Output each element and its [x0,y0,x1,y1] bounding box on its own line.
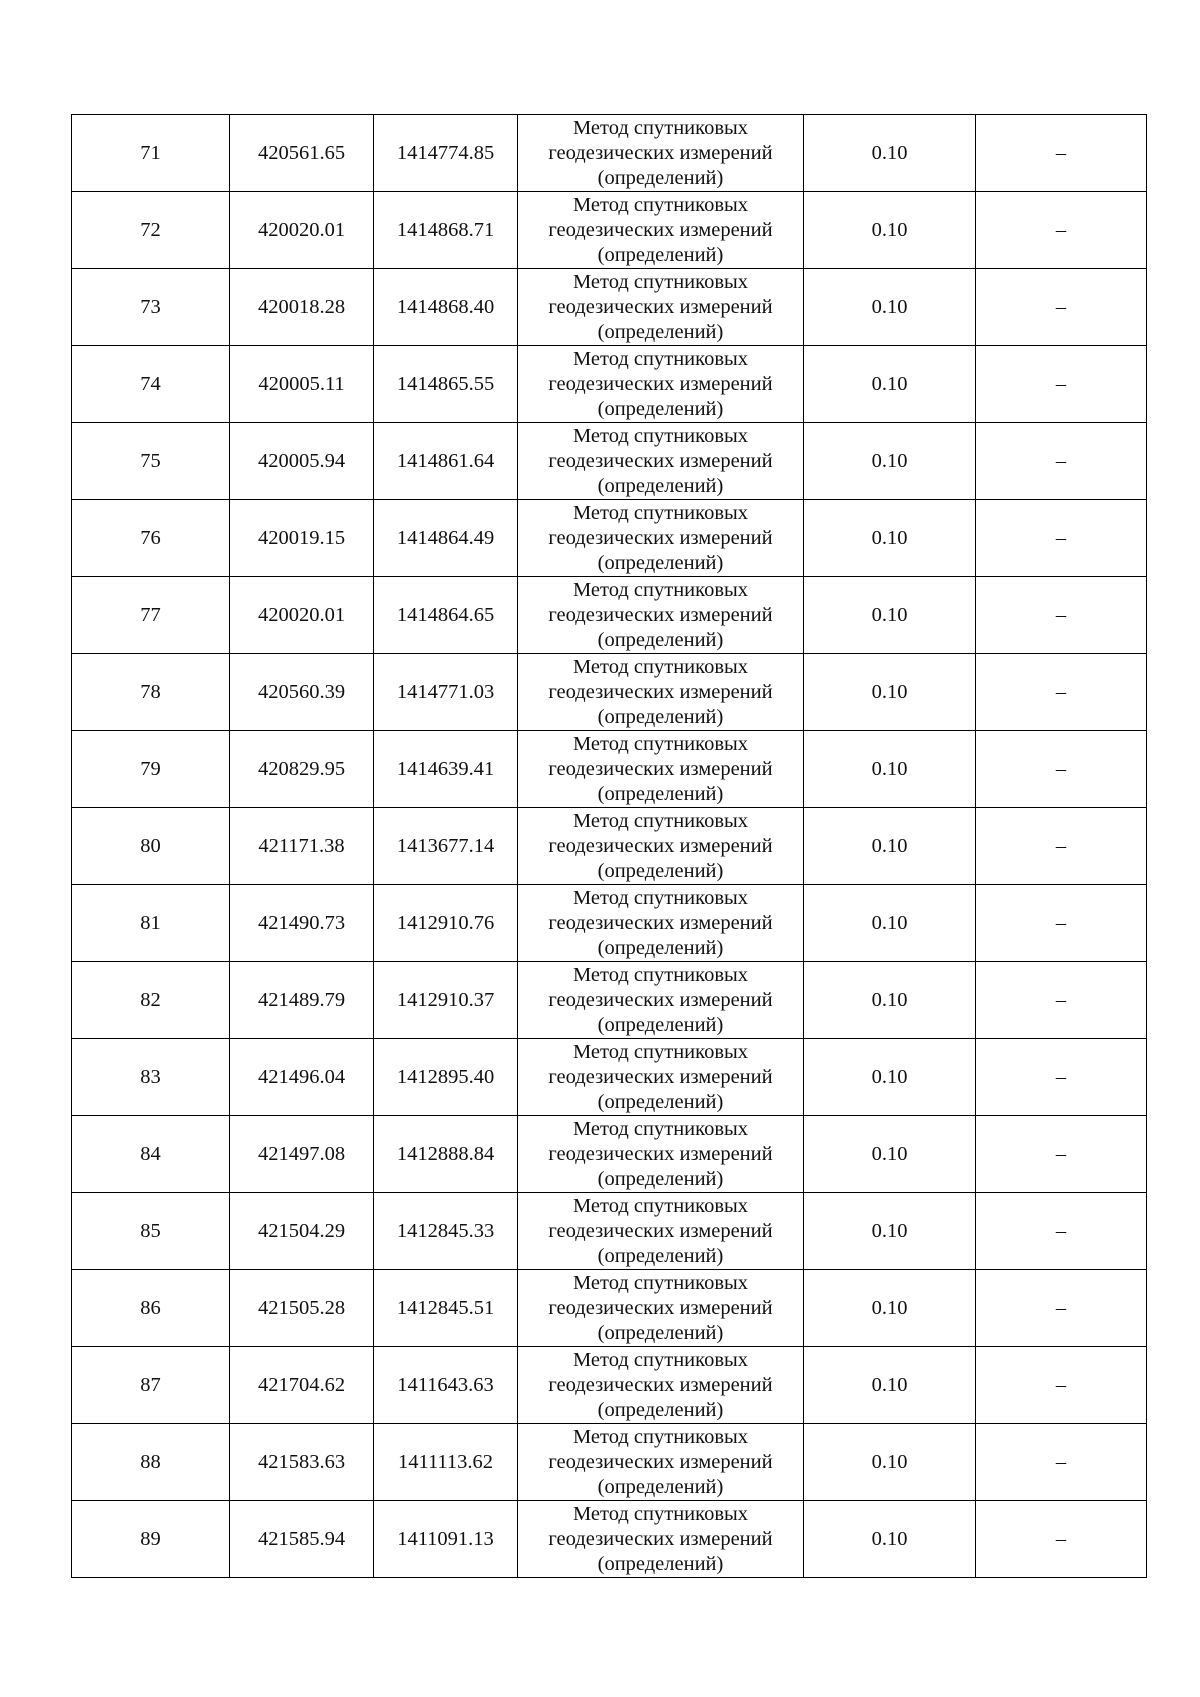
method-cell [518,1347,804,1424]
method-text-line: геодезических измерений [548,526,773,549]
method-text-line: геодезических измерений [548,1373,773,1396]
x-coordinate-cell: 420829.95 [230,731,374,808]
method-text-line: геодезических измерений [548,680,773,703]
method-text-line: (определений) [597,1244,724,1267]
table-row [72,1347,1147,1424]
x-coordinate-cell: 421171.38 [230,808,374,885]
note-cell: – [976,1347,1147,1424]
note-cell: – [976,731,1147,808]
method-cell [518,500,804,577]
y-coordinate-cell: 1412895.40 [374,1039,518,1116]
method-text-line: (определений) [597,1475,724,1498]
x-coordinate-cell: 421504.29 [230,1193,374,1270]
method-text-line: (определений) [597,1167,724,1190]
table-row [72,269,1147,346]
accuracy-cell: 0.10 [804,115,976,192]
method-text-line: геодезических измерений [548,988,773,1011]
point-number-cell: 88 [72,1424,230,1501]
table-row [72,500,1147,577]
table-row [72,1039,1147,1116]
y-coordinate-cell: 1414774.85 [374,115,518,192]
method-text-line: Метод спутниковых [572,963,749,986]
y-coordinate-cell: 1412910.76 [374,885,518,962]
x-coordinate-cell: 420561.65 [230,115,374,192]
accuracy-cell: 0.10 [804,346,976,423]
method-text-line: Метод спутниковых [572,1425,749,1448]
method-text-line: (определений) [597,628,724,651]
table-row [72,808,1147,885]
point-number-cell: 83 [72,1039,230,1116]
method-cell [518,1193,804,1270]
table-row [72,1193,1147,1270]
coordinates-table [71,114,1147,1578]
method-text-line: Метод спутниковых [572,1348,749,1371]
method-text-line: геодезических измерений [548,218,773,241]
point-number-cell: 82 [72,962,230,1039]
x-coordinate-cell: 421583.63 [230,1424,374,1501]
method-text-line: геодезических измерений [548,603,773,626]
method-cell [518,1116,804,1193]
table-row [72,1424,1147,1501]
note-cell: – [976,962,1147,1039]
x-coordinate-cell: 421704.62 [230,1347,374,1424]
accuracy-cell: 0.10 [804,1193,976,1270]
method-text-line: (определений) [597,166,724,189]
method-text-line: (определений) [597,243,724,266]
point-number-cell: 73 [72,269,230,346]
method-text-line: геодезических измерений [548,295,773,318]
method-cell [518,192,804,269]
note-cell: – [976,269,1147,346]
accuracy-cell: 0.10 [804,192,976,269]
y-coordinate-cell: 1414868.71 [374,192,518,269]
method-cell [518,731,804,808]
y-coordinate-cell: 1411091.13 [374,1501,518,1578]
point-number-cell: 78 [72,654,230,731]
method-text-line: (определений) [597,859,724,882]
point-number-cell: 79 [72,731,230,808]
y-coordinate-cell: 1411643.63 [374,1347,518,1424]
method-text-line: Метод спутниковых [572,501,749,524]
method-text-line: (определений) [597,474,724,497]
point-number-cell: 81 [72,885,230,962]
method-cell [518,577,804,654]
point-number-cell: 77 [72,577,230,654]
method-text-line: геодезических измерений [548,449,773,472]
point-number-cell: 80 [72,808,230,885]
table-row [72,577,1147,654]
note-cell: – [976,192,1147,269]
y-coordinate-cell: 1413677.14 [374,808,518,885]
method-text-line: геодезических измерений [548,834,773,857]
accuracy-cell: 0.10 [804,423,976,500]
y-coordinate-cell: 1414861.64 [374,423,518,500]
method-text-line: Метод спутниковых [572,1040,749,1063]
method-text-line: Метод спутниковых [572,809,749,832]
point-number-cell: 75 [72,423,230,500]
method-cell [518,654,804,731]
note-cell: – [976,1270,1147,1347]
accuracy-cell: 0.10 [804,577,976,654]
method-cell [518,269,804,346]
accuracy-cell: 0.10 [804,1270,976,1347]
x-coordinate-cell: 421505.28 [230,1270,374,1347]
method-text-line: Метод спутниковых [572,270,749,293]
method-text-line: Метод спутниковых [572,732,749,755]
method-text-line: Метод спутниковых [572,578,749,601]
point-number-cell: 89 [72,1501,230,1578]
x-coordinate-cell: 421585.94 [230,1501,374,1578]
method-text-line: (определений) [597,936,724,959]
note-cell: – [976,1424,1147,1501]
method-text-line: (определений) [597,1090,724,1113]
method-cell [518,423,804,500]
y-coordinate-cell: 1412910.37 [374,962,518,1039]
method-text-line: Метод спутниковых [572,1117,749,1140]
method-text-line: геодезических измерений [548,141,773,164]
accuracy-cell: 0.10 [804,1424,976,1501]
table-row [72,1501,1147,1578]
table-row [72,731,1147,808]
note-cell: – [976,346,1147,423]
method-text-line: (определений) [597,551,724,574]
accuracy-cell: 0.10 [804,269,976,346]
y-coordinate-cell: 1414865.55 [374,346,518,423]
accuracy-cell: 0.10 [804,654,976,731]
method-cell [518,962,804,1039]
note-cell: – [976,115,1147,192]
method-text-line: геодезических измерений [548,1296,773,1319]
method-cell [518,808,804,885]
method-text-line: (определений) [597,705,724,728]
method-text-line: геодезических измерений [548,372,773,395]
y-coordinate-cell: 1412845.33 [374,1193,518,1270]
x-coordinate-cell: 420018.28 [230,269,374,346]
accuracy-cell: 0.10 [804,731,976,808]
x-coordinate-cell: 420005.94 [230,423,374,500]
y-coordinate-cell: 1414864.65 [374,577,518,654]
method-text-line: (определений) [597,397,724,420]
note-cell: – [976,500,1147,577]
method-text-line: (определений) [597,320,724,343]
method-text-line: геодезических измерений [548,1142,773,1165]
method-cell [518,1270,804,1347]
coordinates-table-page [71,114,1146,1578]
point-number-cell: 76 [72,500,230,577]
method-text-line: геодезических измерений [548,1219,773,1242]
method-text-line: Метод спутниковых [572,1194,749,1217]
method-text-line: (определений) [597,782,724,805]
method-text-line: геодезических измерений [548,1065,773,1088]
y-coordinate-cell: 1411113.62 [374,1424,518,1501]
method-text-line: геодезических измерений [548,911,773,934]
point-number-cell: 71 [72,115,230,192]
x-coordinate-cell: 421496.04 [230,1039,374,1116]
y-coordinate-cell: 1414639.41 [374,731,518,808]
note-cell: – [976,654,1147,731]
x-coordinate-cell: 420020.01 [230,192,374,269]
point-number-cell: 85 [72,1193,230,1270]
x-coordinate-cell: 420005.11 [230,346,374,423]
method-text-line: Метод спутниковых [572,1271,749,1294]
method-text-line: геодезических измерений [548,1527,773,1550]
accuracy-cell: 0.10 [804,962,976,1039]
method-text-line: (определений) [597,1552,724,1575]
x-coordinate-cell: 421490.73 [230,885,374,962]
method-text-line: (определений) [597,1398,724,1421]
method-text-line: (определений) [597,1321,724,1344]
method-cell [518,1039,804,1116]
y-coordinate-cell: 1414864.49 [374,500,518,577]
method-text-line: геодезических измерений [548,757,773,780]
table-row [72,423,1147,500]
method-cell [518,1501,804,1578]
method-text-line: Метод спутниковых [572,116,749,139]
method-cell [518,885,804,962]
point-number-cell: 72 [72,192,230,269]
accuracy-cell: 0.10 [804,885,976,962]
accuracy-cell: 0.10 [804,808,976,885]
method-cell [518,346,804,423]
accuracy-cell: 0.10 [804,1347,976,1424]
method-text-line: геодезических измерений [548,1450,773,1473]
point-number-cell: 86 [72,1270,230,1347]
y-coordinate-cell: 1412845.51 [374,1270,518,1347]
point-number-cell: 84 [72,1116,230,1193]
table-row [72,885,1147,962]
note-cell: – [976,577,1147,654]
accuracy-cell: 0.10 [804,1116,976,1193]
table-row [72,1270,1147,1347]
method-text-line: Метод спутниковых [572,347,749,370]
table-row [72,192,1147,269]
note-cell: – [976,808,1147,885]
method-text-line: (определений) [597,1013,724,1036]
table-row [72,115,1147,192]
accuracy-cell: 0.10 [804,1039,976,1116]
method-cell [518,115,804,192]
note-cell: – [976,1193,1147,1270]
method-cell [518,1424,804,1501]
table-row [72,654,1147,731]
point-number-cell: 87 [72,1347,230,1424]
x-coordinate-cell: 421497.08 [230,1116,374,1193]
x-coordinate-cell: 420560.39 [230,654,374,731]
y-coordinate-cell: 1412888.84 [374,1116,518,1193]
method-text-line: Метод спутниковых [572,655,749,678]
coordinates-table-body [72,115,1147,1578]
y-coordinate-cell: 1414868.40 [374,269,518,346]
table-row [72,962,1147,1039]
note-cell: – [976,1039,1147,1116]
x-coordinate-cell: 420019.15 [230,500,374,577]
method-text-line: Метод спутниковых [572,424,749,447]
method-text-line: Метод спутниковых [572,193,749,216]
table-row [72,1116,1147,1193]
accuracy-cell: 0.10 [804,1501,976,1578]
point-number-cell: 74 [72,346,230,423]
x-coordinate-cell: 421489.79 [230,962,374,1039]
accuracy-cell: 0.10 [804,500,976,577]
x-coordinate-cell: 420020.01 [230,577,374,654]
note-cell: – [976,1501,1147,1578]
y-coordinate-cell: 1414771.03 [374,654,518,731]
note-cell: – [976,1116,1147,1193]
note-cell: – [976,885,1147,962]
note-cell: – [976,423,1147,500]
method-text-line: Метод спутниковых [572,1502,749,1525]
table-row [72,346,1147,423]
method-text-line: Метод спутниковых [572,886,749,909]
